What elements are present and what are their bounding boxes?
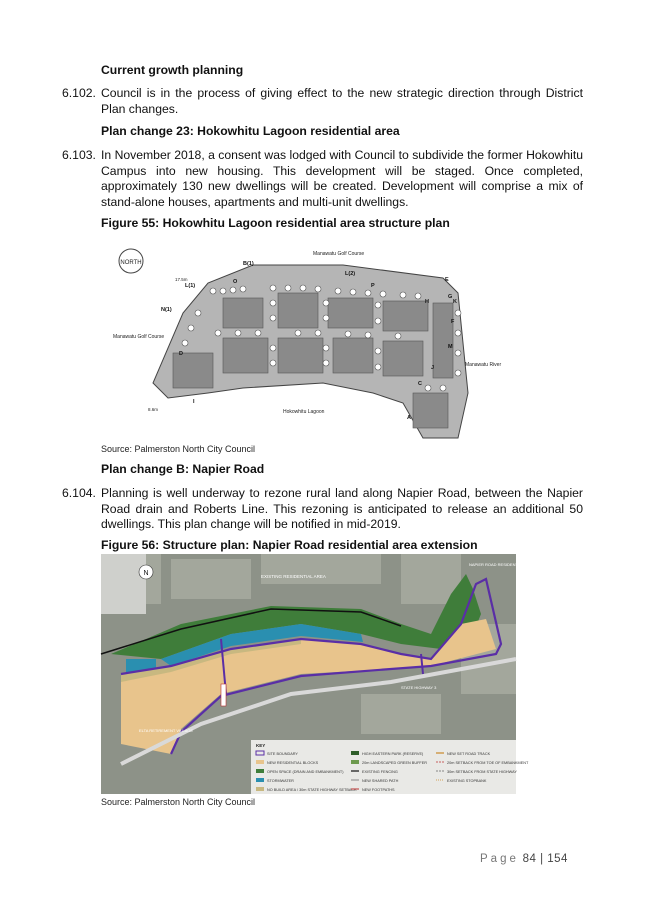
para-104: Planning is well underway to rezone rural land along Napier Road, between the Napier Road drain and Roberts Line. This rezoning is anticipated to release an additional 50 dwellings. This plan change will be notified in mid-2019. (101, 486, 583, 531)
dim-label-1: 17.5m (175, 277, 188, 282)
map-letter: B(1) (243, 261, 254, 267)
key-item: HIGH EASTERN PARK (RESERVE) (362, 752, 424, 756)
napier-area-label: NAPIER ROAD RESIDENTIAL AREA (469, 562, 536, 567)
napier-road-structure-plan-map (101, 554, 536, 794)
state-highway-label: STATE HIGHWAY 3 (401, 685, 437, 690)
map-letter: C (418, 381, 422, 387)
page-number: 84 (522, 853, 537, 865)
map-letter: E (445, 277, 449, 283)
figure-56-source: Source: Palmerston North City Council (101, 797, 256, 807)
golf-course-top-label: Manawatu Golf Course (313, 251, 365, 257)
map-letter: O (233, 279, 238, 285)
lagoon-label: Hokowhitu Lagoon (283, 409, 325, 415)
map-letter: A (407, 415, 411, 421)
map-letter: N(1) (161, 307, 172, 313)
key-item: OPEN SPACE (DRAIN AND EMBANKMENT) (267, 770, 344, 774)
map-letter: I (193, 399, 195, 405)
key-item: NEW SHARED PATH (362, 779, 399, 783)
heading-current-growth: Current growth planning (101, 63, 244, 77)
map-letter: M (448, 344, 453, 350)
north-label: N (143, 570, 149, 577)
key-title: KEY (256, 743, 266, 748)
key-item: NO BUILD AREA / 30m STATE HIGHWAY SETBACK (267, 788, 357, 792)
existing-residential-label: EXISTING RESIDENTIAL AREA (261, 574, 326, 579)
retirement-label: ELTA RETIREMENT VILLAGE (139, 728, 194, 733)
page-footer (480, 853, 568, 865)
map-letter: J (431, 365, 435, 371)
heading-plan-change-23: Plan change 23: Hokowhitu Lagoon residential area (101, 124, 400, 138)
para-number-103: 6.103. (62, 148, 96, 162)
key-item: NEW RESIDENTIAL BLOCKS (267, 761, 319, 765)
page-total: 154 (547, 853, 568, 865)
map-letter: L(1) (185, 283, 196, 289)
map-letter: K (453, 299, 457, 305)
map-letter: F (451, 319, 455, 325)
map-letter: G (448, 294, 453, 300)
key-item: EXISTING STOPBANK (447, 779, 487, 783)
hokowhitu-structure-plan-map (113, 243, 518, 440)
map-letter: P (371, 283, 375, 289)
key-item: 20m LANDSCAPED GREEN BUFFER (362, 761, 427, 765)
page-word: Page (480, 853, 519, 865)
figure-56-caption: Figure 56: Structure plan: Napier Road residential area extension (101, 538, 478, 552)
dim-label-2: 8.6m (148, 407, 159, 412)
key-item: 30m SETBACK FROM STATE HIGHWAY (447, 770, 517, 774)
key-item: SITE BOUNDARY (267, 752, 298, 756)
para-number-104: 6.104. (62, 486, 96, 500)
key-item: EXISTING FENCING (362, 770, 398, 774)
figure-55-caption: Figure 55: Hokowhitu Lagoon residential area structure plan (101, 216, 450, 230)
key-item: 20m SETBACK FROM TOE OF EMBANKMENT (447, 761, 529, 765)
river-label: Manawatu River (465, 362, 502, 368)
north-label: NORTH (120, 260, 142, 266)
key-item: NEW SET ROAD TRACK (447, 752, 491, 756)
key-item: STORMWATER (267, 779, 294, 783)
para-number-102: 6.102. (62, 86, 96, 100)
golf-course-left-label: Manawatu Golf Course (113, 334, 165, 340)
map-letter: D (179, 351, 183, 357)
para-103: In November 2018, a consent was lodged with Council to subdivide the former Hokowhitu Campus into new housing. This development will be staged. Once completed, approximately 130 new dwellings will be created. Development will comprise a mix of stand-alone houses, apartments and multi-unit dwellings. (101, 148, 583, 209)
figure-55-source: Source: Palmerston North City Council (101, 444, 256, 454)
map-letter: L(2) (345, 271, 356, 277)
page-separator: | (540, 853, 544, 865)
para-102: Council is in the process of giving effect to the new strategic direction through District Plan changes. (101, 86, 583, 116)
heading-plan-change-b: Plan change B: Napier Road (101, 462, 265, 476)
key-item: NEW FOOTPATHS (362, 788, 395, 792)
map-letter: H (425, 299, 429, 305)
